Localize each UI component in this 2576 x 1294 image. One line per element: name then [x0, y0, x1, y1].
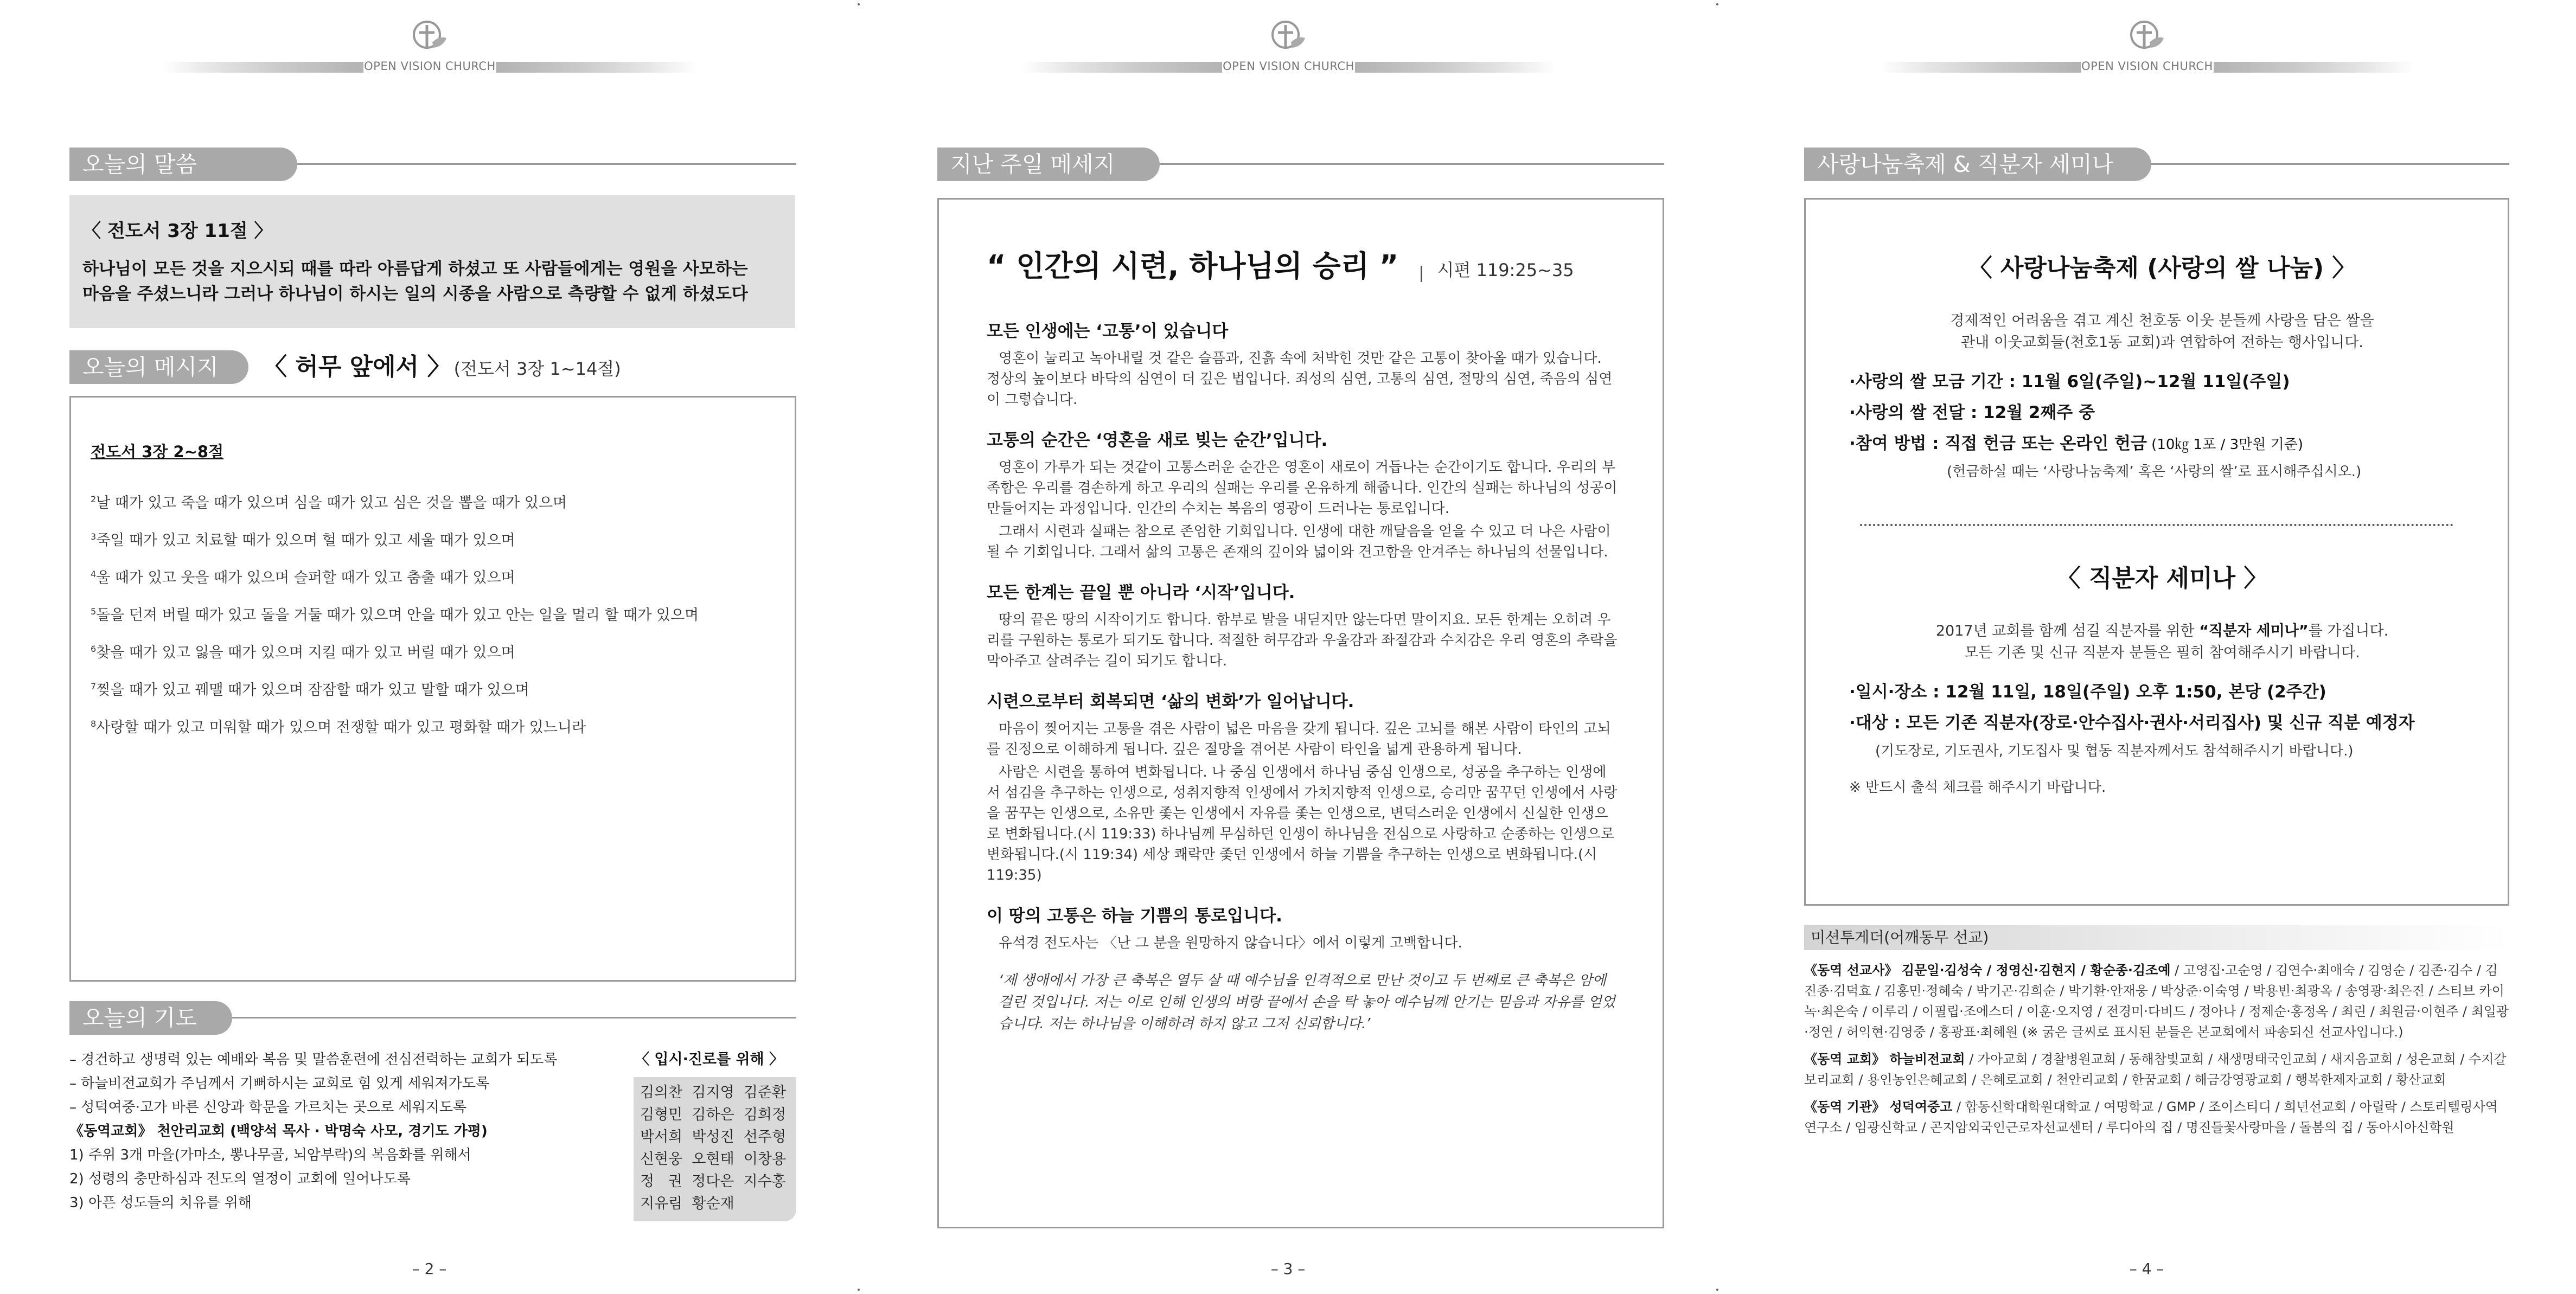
sermon-paragraph: 영혼이 가루가 되는 것같이 고통스러운 순간은 영혼이 새로이 거듭나는 순간이기도 합니다. 우리의 부족함은 우리를 겸손하게 하고 우리의 실패는 우리를 온유하게 해줍니다. 인간의 실패는 하나님의 성공이 만들어지는 과정입니다. 인간의 수치는 복음의 영광이 드러나는 통로입니다.	[987, 459, 1618, 517]
verse-text: 죽일 때가 있고 치료할 때가 있으며 헐 때가 있고 세울 때가 있으며	[96, 532, 515, 549]
events-section-header	[1804, 148, 2509, 181]
churches-label: 《동역 교회》 하늘비전교회	[1804, 1052, 1965, 1067]
mission-header	[1804, 925, 2509, 950]
partner-churches	[1804, 1049, 2509, 1090]
seminar-target: ·대상 : 모든 기존 직분자(장로·안수집사·권사·서리집사) 및 신규 직분 예정자	[1849, 713, 2415, 733]
church-name: OPEN VISION CHURCH	[2081, 60, 2213, 73]
festival-method-note: (10㎏ 1포 / 3만원 기준)	[2146, 437, 2304, 453]
exam-names-row: 김형민 김하은 김희정	[640, 1106, 787, 1123]
sermon-section-5	[987, 902, 1619, 953]
sermon-section-4	[987, 688, 1619, 886]
festival-desc-2: 관내 이웃교회들(천호1동 교회)과 연합하여 전하는 행사입니다.	[1961, 334, 2363, 351]
sermon-quote: ‘제 생애에서 가장 큰 축복은 열두 살 때 예수님을 인격적으로 만난 것이고 두 번째로 큰 축복은 암에 걸린 것입니다. 저는 이로 인해 인생의 벼랑 끝에서 손을 탁 놓아 예수님께 안기는 믿음과 자유를 얻었습니다. 저는 하나님을 이해하려 하지 않고 그저 신뢰합니다.’	[999, 972, 1615, 1032]
seminar-note: (기도장로, 기도권사, 기도집사 및 협동 직분자께서도 참석해주시기 바랍니다.)	[1875, 743, 2354, 759]
sermon-heading: 모든 한계는 끝일 뿐 아니라 ‘시작’입니다.	[987, 583, 1295, 603]
festival-method	[1849, 430, 2475, 454]
section-rule	[232, 1017, 796, 1018]
sermon-section-1	[987, 317, 1619, 410]
sermon-section-2	[987, 426, 1619, 562]
verse-6	[91, 670, 775, 707]
page-number: – 3 –	[1270, 1260, 1306, 1278]
seminar-check: ※ 반드시 출석 체크를 해주시기 바랍니다.	[1849, 779, 2106, 796]
prayer-list	[69, 1048, 623, 1215]
sermon-paragraph: 마음이 찢어지는 고통을 겪은 사람이 넓은 마음을 갖게 됩니다. 깊은 고뇌를 해본 사람이 타인의 고뇌를 진정으로 이해하게 됩니다. 깊은 절망을 겪어본 사람이 타인을 넓게 관용하게 됩니다.	[987, 721, 1611, 758]
prayer-item: – 경건하고 생명력 있는 예배와 복음 및 말씀훈련에 전심전력하는 교회가 되도록	[69, 1052, 558, 1068]
page-header	[859, 16, 1717, 76]
exam-prayer-title: 〈 입시·진로를 위해 〉	[635, 1051, 784, 1068]
exam-names-row: 정 권 정다은 지수홍	[640, 1173, 786, 1190]
area-prayer: 2) 성령의 충만하심과 전도의 열정이 교회에 일어나도록	[69, 1171, 411, 1187]
verse-text: 날 때가 있고 죽을 때가 있으며 심을 때가 있고 심은 것을 뽑을 때가 있으며	[96, 495, 567, 511]
word-text-line-1: 하나님이 모든 것을 지으시되 때를 따라 아름답게 하셨고 또 사람들에게는 영원을 사모하는	[82, 259, 748, 279]
sermon-title-divider	[1421, 266, 1422, 282]
area-church: 《동역교회》 천안리교회 (백양석 목사 · 박명숙 사모, 경기도 가평)	[69, 1123, 488, 1139]
seminar-desc-1	[1849, 620, 2475, 642]
page-header	[0, 16, 859, 76]
missionaries-list: / 고영집·고순영 / 김연수·최애숙 / 김영순 / 김존·김수 / 김진종·김덕효 / 김홍민·정혜숙 / 박기곤·김희순 / 박기환·안재웅 / 박상준·이숙영 / 박용빈·최광옥 / 송영광·최은진 / 스티브 카이녹·최은숙 / 이루리 / 이필립·조에스더 / 이훈·오지영 / 전경미·다비드 / 정아나 / 정제순·홍정옥 / 최린 / 최원금·이현주 / 최일광·정연 / 허익현·김영중 / 홍광표·최혜원 (※ 굵은 글씨로 표시된 분들은 본교회에서 파송되신 선교사입니다.)	[1804, 963, 2509, 1040]
exam-names-row: 지유림 황순재	[640, 1195, 734, 1212]
dotted-divider	[1860, 524, 2453, 526]
sermon-box	[937, 198, 1664, 1228]
church-logo-icon	[405, 16, 454, 57]
churches-list: / 가아교회 / 경찰병원교회 / 동해참빛교회 / 새생명태국인교회 / 새지음교회 / 성은교회 / 수지갈보리교회 / 용인농인은혜교회 / 은혜로교회 / 천안리교회 / 한꿈교회 / 해금강영광교회 / 행복한제자교회 / 황산교회	[1804, 1052, 2507, 1087]
seminar-title: 〈 직분자 세미나 〉	[2056, 565, 2268, 592]
page-3	[859, 0, 1717, 1294]
verse-4	[91, 595, 775, 632]
festival-desc-1: 경제적인 어려움을 겪고 계신 천호동 이웃 분들께 사랑을 담은 쌀을	[1950, 312, 2374, 329]
crop-mark	[1716, 1289, 1718, 1291]
sermon-title: “ 인간의 시련, 하나님의 승리 ”	[987, 249, 1399, 283]
exam-names-row: 김의찬 김지영 김준환	[640, 1084, 787, 1101]
verse-text: 찾을 때가 있고 잃을 때가 있으며 지킬 때가 있고 버릴 때가 있으며	[96, 644, 515, 661]
mission-list	[1804, 960, 2509, 1138]
page-2	[0, 0, 859, 1294]
sermon-heading: 이 땅의 고통은 하늘 기쁨의 통로입니다.	[987, 906, 1282, 926]
sermon-heading: 시련으로부터 회복되면 ‘삶의 변화’가 일어납니다.	[987, 692, 1354, 712]
missionaries-label: 《동역 선교사》	[1804, 963, 1898, 978]
last-message-section-title: 지난 주일 메세지	[937, 148, 1160, 181]
exam-names-box	[634, 1077, 796, 1221]
verse-7	[91, 707, 775, 745]
sermon-section-3	[987, 579, 1619, 671]
seminar-desc-2: 모든 기존 및 신규 직분자 분들은 필히 참여해주시기 바랍니다.	[1964, 644, 2360, 661]
sermon-heading: 모든 인생에는 ‘고통’이 있습니다	[987, 322, 1229, 341]
crop-mark	[858, 3, 860, 5]
missionaries-sent: 김문일·김성숙 / 정영신·김현지 / 황순종·김조예	[1901, 963, 2171, 978]
church-logo-icon	[2123, 16, 2171, 57]
festival-delivery: ·사랑의 쌀 전달 : 12월 2째주 중	[1849, 403, 2095, 422]
sermon-ref: 시편 119:25~35	[1437, 260, 1574, 280]
seminar-desc-text: 를 가집니다.	[2308, 623, 2389, 639]
festival-title: 〈 사랑나눔축제 (사랑의 쌀 나눔) 〉	[1968, 254, 2356, 282]
sermon-paragraph: 그래서 시련과 실패는 참으로 존엄한 기회입니다. 인생에 대한 깨달음을 얻을 수 있고 더 나은 사람이 될 수 기회입니다. 그래서 삶의 고통은 존재의 깊이와 넓이와 견고함을 안겨주는 하나님의 선물입니다.	[987, 523, 1611, 560]
verse-1	[91, 483, 775, 520]
church-name: OPEN VISION CHURCH	[364, 60, 496, 73]
orgs-label: 《동역 기관》 성덕여중고	[1804, 1099, 1953, 1114]
verse-num: 6	[91, 644, 97, 654]
message-ref: (전도서 3장 1~14절)	[453, 358, 621, 379]
sermon-paragraph: 사람은 시련을 통하여 변화됩니다. 나 중심 인생에서 하나님 중심 인생으로, 성공을 추구하는 인생에서 섬김을 추구하는 인생으로, 성취지향적 인생에서 가치지향적 인생으로, 승리만 꿈꾸던 인생에서 사랑을 꿈꾸는 인생으로, 소유만 좇는 인생에서 자유를 좇는 인생으로, 변덕스러운 인생에서 신실한 인생으로 변화됩니다.(시 119:33) 하나님께 무심하던 인생이 하나님을 전심으로 사랑하고 순종하는 인생으로 변화됩니다.(시 119:34) 세상 쾌락만 좇던 인생에서 하늘 기쁨을 추구하는 인생으로 변화됩니다.(시 119:35)	[987, 764, 1618, 883]
verse-5	[91, 632, 775, 670]
verse-text: 울 때가 있고 웃을 때가 있으며 슬퍼할 때가 있고 춤출 때가 있으며	[96, 569, 515, 586]
crop-mark	[858, 1289, 860, 1291]
crop-mark	[1716, 3, 1718, 5]
section-rule	[297, 163, 796, 165]
word-text-line-2: 마음을 주셨느니라 그러나 하나님이 하시는 일의 시종을 사람으로 측량할 수 없게 하셨도다	[82, 284, 748, 304]
prayer-section-title: 오늘의 기도	[69, 1001, 232, 1035]
events-section-title: 사랑나눔축제 & 직분자 세미나	[1804, 148, 2151, 181]
verse-num: 8	[91, 719, 97, 729]
exam-names-row: 신현웅 오현태 이창용	[640, 1151, 787, 1168]
last-message-section-header	[937, 148, 1664, 181]
header-bar-left	[1880, 62, 2081, 73]
church-logo-icon	[1264, 16, 1313, 57]
word-box	[69, 195, 795, 328]
message-section-header	[69, 350, 254, 384]
sermon-paragraph: 영혼이 눌리고 녹아내릴 것 같은 슬픔과, 진흙 속에 처박힌 것만 같은 고통이 찾아올 때가 있습니다. 정상의 높이보다 바닥의 심연이 더 깊은 법입니다. 죄성의 심연, 고통의 심연, 절망의 심연, 죽음의 심연이 그렇습니다.	[987, 350, 1613, 408]
message-box	[69, 396, 796, 982]
sermon-title-row	[987, 243, 1619, 285]
word-ref: 〈 전도서 3장 11절 〉	[82, 220, 273, 242]
verse-text: 사랑할 때가 있고 미워할 때가 있으며 전쟁할 때가 있고 평화할 때가 있느니라	[96, 719, 586, 736]
word-section-header	[69, 148, 796, 181]
verse-num: 7	[91, 681, 97, 691]
church-name: OPEN VISION CHURCH	[1223, 60, 1354, 73]
message-title-text: 〈 허무 앞에서 〉	[263, 353, 451, 381]
seminar-time-place: ·일시·장소 : 12월 11일, 18일(주일) 오후 1:50, 본당 (2주간)	[1849, 682, 2326, 702]
verse-num: 3	[91, 531, 97, 542]
page-header	[1717, 16, 2576, 76]
prayer-item: – 성덕여중·고가 바른 신앙과 학문을 가르치는 곳으로 세워지도록	[69, 1099, 467, 1116]
missionaries	[1804, 960, 2509, 1042]
page-4	[1717, 0, 2576, 1294]
festival-note: (헌금하실 때는 ‘사랑나눔축제’ 혹은 ‘사랑의 쌀’로 표시해주십시오.)	[1947, 464, 2362, 480]
sermon-heading: 고통의 순간은 ‘영혼을 새로 빚는 순간’입니다.	[987, 431, 1328, 450]
message-section-title: 오늘의 메시지	[69, 350, 248, 384]
message-title	[263, 350, 621, 384]
verse-num: 5	[91, 606, 97, 617]
header-bar-right	[2214, 62, 2414, 73]
events-box	[1804, 198, 2509, 906]
verse-num: 2	[91, 494, 97, 504]
header-bar-left	[163, 62, 363, 73]
prayer-item: – 하늘비전교회가 주님께서 기뻐하시는 교회로 힘 있게 세워져가도록	[69, 1075, 490, 1092]
area-prayer: 3) 아픈 성도들의 치유를 위해	[69, 1195, 252, 1211]
exam-names-row: 박서희 박성진 선주형	[640, 1129, 787, 1145]
sermon-paragraph: 유석경 전도사는 〈난 그 분을 원망하지 않습니다〉에서 이렇게 고백합니다.	[999, 935, 1462, 951]
header-bar-right	[1355, 62, 1556, 73]
area-prayer: 1) 주위 3개 마을(가마소, 뽕나무골, 뇌암부락)의 복음화를 위해서	[69, 1147, 471, 1163]
prayer-section-header	[69, 1001, 796, 1035]
festival-method-text: ·참여 방법 : 직접 헌금 또는 온라인 헌금	[1849, 434, 2147, 453]
mission-header-text: 미션투게더(어깨동무 선교)	[1811, 928, 1989, 946]
verse-num: 4	[91, 569, 97, 579]
verse-text: 찢을 때가 있고 꿰맬 때가 있으며 잠잠할 때가 있고 말할 때가 있으며	[96, 682, 529, 699]
section-rule	[2151, 163, 2509, 165]
header-bar-right	[496, 62, 697, 73]
festival-period: ·사랑의 쌀 모금 기간 : 11월 6일(주일)~12월 11일(주일)	[1849, 372, 2290, 392]
sermon-paragraph: 땅의 끝은 땅의 시작이기도 합니다. 함부로 발을 내딛지만 않는다면 말이지요. 모든 한계는 오히려 우리를 구원하는 통로가 되기도 합니다. 적절한 허무감과 우울감과 좌절감과 수치감은 우리 영혼의 추락을 막아주고 살려주는 길이 되기도 합니다.	[987, 612, 1618, 669]
header-bar-left	[1021, 62, 1222, 73]
page-number: – 4 –	[2129, 1260, 2164, 1278]
seminar-desc-text: 2017년 교회를 함께 섬길 직분자를 위한	[1935, 623, 2200, 639]
passage-ref: 전도서 3장 2~8절	[91, 443, 224, 461]
orgs-list: / 합동신학대학원대학교 / 여명학교 / GMP / 조이스티디 / 희년선교회 / 아릴락 / 스토리텔링사역연구소 / 임광신학교 / 곤지암외국인근로자선교센터 / 루디아의 집 / 명진들꽃사랑마을 / 돌봄의 집 / 동아시아신학원	[1804, 1099, 2498, 1135]
verse-2	[91, 520, 775, 558]
seminar-name: “직분자 세미나”	[2199, 623, 2309, 639]
partner-orgs	[1804, 1097, 2509, 1138]
verse-3	[91, 558, 775, 595]
verse-text: 돌을 던져 버릴 때가 있고 돌을 거둘 때가 있으며 안을 때가 있고 안는 일을 멀리 할 때가 있으며	[96, 607, 699, 624]
section-rule	[1160, 163, 1664, 165]
word-section-title: 오늘의 말씀	[69, 148, 297, 181]
page-number: – 2 –	[412, 1260, 447, 1278]
